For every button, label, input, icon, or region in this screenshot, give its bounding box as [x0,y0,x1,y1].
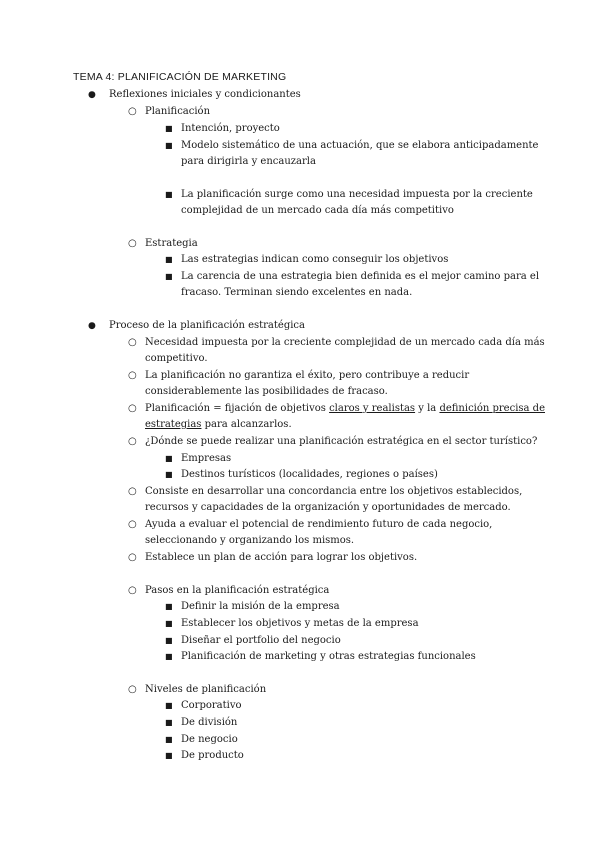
list-item-continuation: fracaso. Terminan siendo excelentes en nada. [181,287,413,298]
bullet-square-icon: ■ [165,636,173,645]
bullet-square-icon: ■ [165,272,173,281]
page-title: TEMA 4: PLANIFICACIÓN DE MARKETING [73,71,287,83]
list-item: La carencia de una estrategia bien definida es el mejor camino para el [181,271,540,282]
bullet-square-icon: ■ [165,701,173,710]
list-item: De división [181,717,238,728]
bullet-square-icon: ■ [165,602,173,611]
list-item: Consiste en desarrollar una concordancia entre los objetivos establecidos, [145,486,523,497]
bullet-square-icon: ■ [165,124,173,133]
bullet-circle-icon: ○ [128,403,137,414]
bullet-square-icon: ■ [165,652,173,661]
bullet-square-icon: ■ [165,454,173,463]
list-item-continuation: competitivo. [145,353,208,364]
list-item: Definir la misión de la empresa [181,601,340,612]
list-item: Diseñar el portfolio del negocio [181,635,341,646]
bullet-square-icon: ■ [165,735,173,744]
list-item: La planificación surge como una necesidad impuesta por la creciente [181,189,533,200]
list-item: Las estrategias indican como conseguir los objetivos [181,254,449,265]
list-item: Corporativo [181,700,242,711]
bullet-square-icon: ■ [165,718,173,727]
bullet-circle-icon: ○ [128,238,137,249]
bullet-square-icon: ■ [165,470,173,479]
bullet-circle-icon: ○ [128,370,137,381]
subsection-label: Pasos en la planificación estratégica [145,585,330,596]
list-item-continuation: estrategias para alcanzarlos. [145,419,292,430]
bullet-circle-icon: ○ [128,519,137,530]
bullet-circle-icon: ○ [128,585,137,596]
bullet-dot-icon: ● [88,321,96,331]
list-item: Intención, proyecto [181,123,280,134]
bullet-dot-icon: ● [88,90,96,100]
list-item: La planificación no garantiza el éxito, pero contribuye a reducir [145,370,470,381]
bullet-square-icon: ■ [165,141,173,150]
list-item: Planificación = fijación de objetivos claros y realistas y la definición precisa de [145,403,545,414]
bullet-circle-icon: ○ [128,486,137,497]
subsection-label: Estrategia [145,238,198,249]
list-item: De producto [181,750,244,761]
list-item: ¿Dónde se puede realizar una planificación estratégica en el sector turístico? [145,436,538,447]
bullet-circle-icon: ○ [128,436,137,447]
section-heading: Reflexiones iniciales y condicionantes [109,89,301,100]
list-item-continuation: para dirigirla y encauzarla [181,156,316,167]
subsection-label: Niveles de planificación [145,684,267,695]
bullet-square-icon: ■ [165,751,173,760]
list-item-continuation: seleccionando y organizando los mismos. [145,535,355,546]
list-item: Modelo sistemático de una actuación, que se elabora anticipadamente [181,140,539,151]
list-item: Necesidad impuesta por la creciente complejidad de un mercado cada día más [145,337,545,348]
list-item: Empresas [181,453,232,464]
list-item: De negocio [181,734,238,745]
subsection-label: Planificación [145,106,211,117]
list-item: Establecer los objetivos y metas de la empresa [181,618,419,629]
bullet-circle-icon: ○ [128,684,137,695]
list-item: Planificación de marketing y otras estrategias funcionales [181,651,476,662]
bullet-square-icon: ■ [165,190,173,199]
bullet-circle-icon: ○ [128,552,137,563]
list-item-continuation: complejidad de un mercado cada día más competitivo [181,205,454,216]
bullet-square-icon: ■ [165,619,173,628]
list-item: Destinos turísticos (localidades, regiones o países) [181,469,438,480]
bullet-circle-icon: ○ [128,337,137,348]
list-item: Ayuda a evaluar el potencial de rendimiento futuro de cada negocio, [145,519,493,530]
list-item-continuation: considerablemente las posibilidades de fracaso. [145,386,388,397]
bullet-square-icon: ■ [165,255,173,264]
bullet-circle-icon: ○ [128,106,137,117]
list-item: Establece un plan de acción para lograr los objetivos. [145,552,418,563]
list-item-continuation: recursos y capacidades de la organización y oportunidades de mercado. [145,502,511,513]
section-heading: Proceso de la planificación estratégica [109,320,305,331]
